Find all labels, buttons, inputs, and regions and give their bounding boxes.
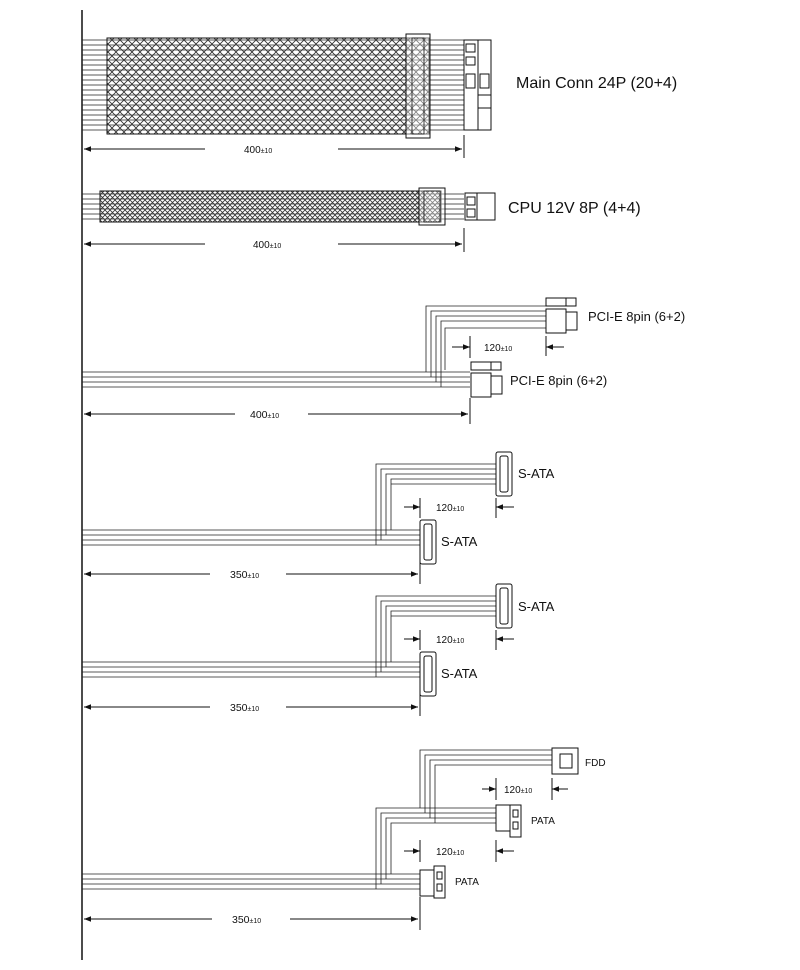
sata2-label-bottom: S-ATA bbox=[441, 666, 478, 681]
sata2-spacing-dimension bbox=[404, 630, 514, 650]
main24-clip bbox=[406, 34, 430, 138]
periph-dimension bbox=[84, 897, 420, 930]
fdd-connector bbox=[552, 748, 578, 774]
sata1-spacing: 120±10 bbox=[436, 503, 465, 514]
sata2-length: 350±10 bbox=[230, 702, 260, 714]
cpu8-label: CPU 12V 8P (4+4) bbox=[508, 200, 641, 217]
sata1-connector-bottom bbox=[420, 520, 436, 564]
pata-connector-top bbox=[496, 805, 521, 837]
sata2-connector-top bbox=[496, 584, 512, 628]
pcie-connector-bottom bbox=[471, 362, 502, 397]
pcie-label-bottom: PCI-E 8pin (6+2) bbox=[510, 373, 608, 388]
cpu8-length: 400±10 bbox=[253, 240, 282, 251]
cpu8-connector bbox=[465, 193, 495, 220]
cpu8-sleeve bbox=[100, 191, 441, 222]
cpu8-clip bbox=[419, 188, 445, 225]
pcie-length: 400±10 bbox=[250, 409, 280, 421]
sata1-connector-top bbox=[496, 452, 512, 496]
main24-label: Main Conn 24P (20+4) bbox=[516, 75, 678, 92]
sata1-dimension bbox=[84, 560, 420, 584]
pcie-connector-top bbox=[546, 298, 577, 333]
pata-connector-bottom bbox=[420, 866, 445, 898]
sata2-dimension bbox=[84, 694, 420, 716]
sata2-spacing: 120±10 bbox=[436, 635, 465, 646]
main24-connector bbox=[464, 40, 491, 130]
pcie-label-top: PCI-E 8pin (6+2) bbox=[588, 309, 686, 324]
sata1-label-top: S-ATA bbox=[518, 466, 555, 481]
pata-label-bottom: PATA bbox=[455, 877, 479, 888]
sata2-connector-bottom bbox=[420, 652, 436, 696]
sata2-label-top: S-ATA bbox=[518, 599, 555, 614]
pcie-spacing: 120±10 bbox=[484, 343, 513, 354]
sata1-label-bottom: S-ATA bbox=[441, 534, 478, 549]
cpu8-dimension bbox=[84, 228, 464, 252]
pcie-spacing-dimension bbox=[452, 336, 564, 358]
periph-length: 350±10 bbox=[232, 914, 262, 926]
fdd-label: FDD bbox=[585, 758, 606, 769]
main24-cable bbox=[82, 34, 464, 138]
cpu8-cable bbox=[82, 188, 464, 225]
sata1-length: 350±10 bbox=[230, 569, 260, 581]
pcie-dimension bbox=[84, 398, 470, 424]
periph-cable bbox=[82, 750, 552, 889]
main24-length: 400±10 bbox=[244, 145, 273, 156]
sata1-spacing-dimension bbox=[404, 498, 514, 518]
pata-spacing-dimension bbox=[404, 840, 514, 862]
pata-spacing: 120±10 bbox=[436, 847, 465, 858]
main24-sleeve bbox=[107, 38, 429, 134]
pata-label-top: PATA bbox=[531, 816, 555, 827]
fdd-spacing: 120±10 bbox=[504, 785, 533, 796]
fdd-spacing-dimension bbox=[482, 778, 568, 800]
